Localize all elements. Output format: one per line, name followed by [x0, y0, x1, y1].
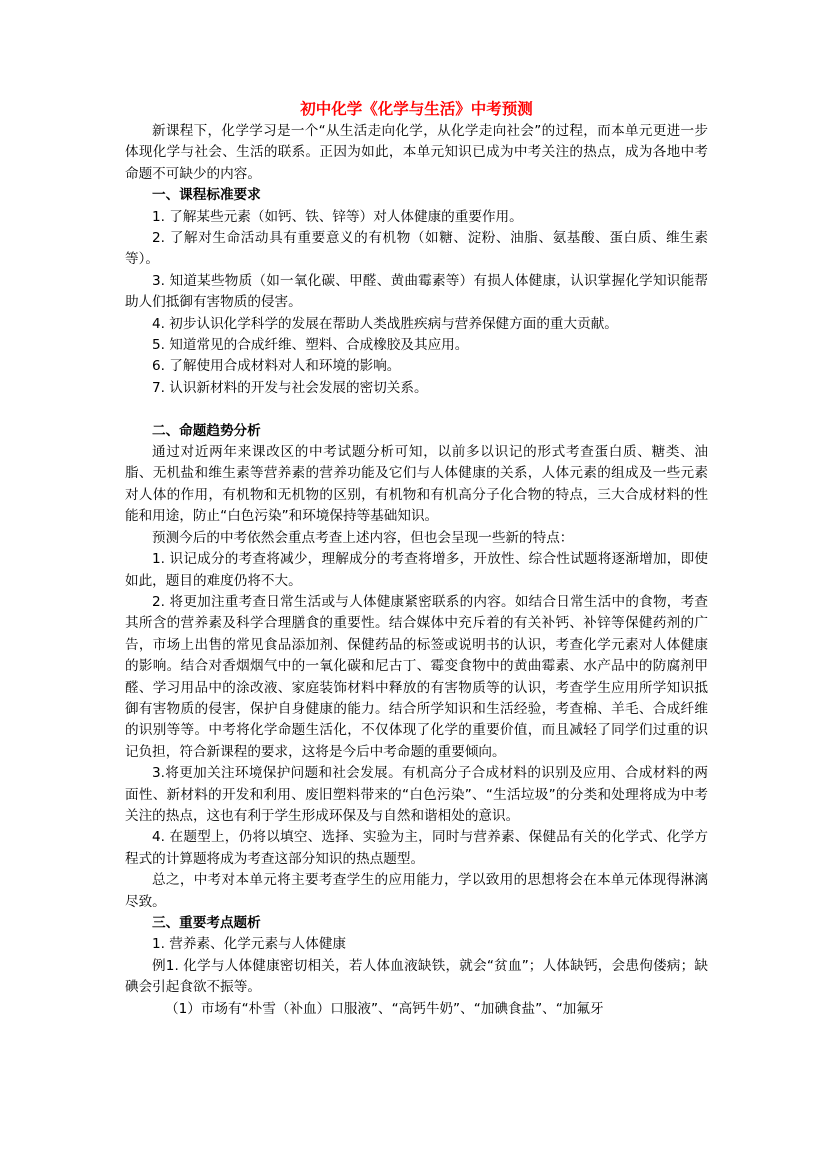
- intro-paragraph: 新课程下，化学学习是一个“从生活走向化学，从化学走向社会”的过程，而本单元更进一步体现化学与社会、生活的联系。正因为如此，本单元知识已成为中考关注的热点，成为各地中考命题不可缺少的内容。: [125, 123, 708, 182]
- question-paragraph: （1）市场有“朴雪（补血）口服液”、“高钙牛奶”、“加碘食盐”、“加氟牙: [165, 1000, 604, 1017]
- standard-item: 5. 知道常见的合成纤维、塑料、合成橡胶及其应用。: [152, 337, 469, 354]
- document-title: 初中化学《化学与生活》中考预测: [300, 100, 533, 118]
- standard-item: 4. 初步认识化学科学的发展在帮助人类战胜疾病与营养保健方面的重大贡献。: [152, 315, 618, 332]
- example-paragraph: 例1. 化学与人体健康密切相关，若人体血液缺铁，就会“贫血”；人体缺钙，会患佝偻病；缺碘会引起食欲不振等。: [125, 957, 708, 996]
- trend-paragraph: 通过对近两年来课改区的中考试题分析可知，以前多以识记的形式考查蛋白质、糖类、油脂、无机盐和维生素等营养素的营养功能及它们与人体健康的关系，人体元素的组成及一些元素对人体的作用，有机物和无机物的区别，有机物和有机高分子化合物的特点，三大合成材料的性能和用途，防止“白色污染”和环境保持等基础知识。: [125, 444, 708, 525]
- trend-paragraph: 1. 识记成分的考查将减少，理解成分的考查将增多，开放性、综合性试题将逐渐增加，即使如此，题目的难度仍将不大。: [125, 551, 708, 589]
- trend-paragraph: 总之，中考对本单元将主要考查学生的应用能力，学以致用的思想将会在本单元体现得淋漓尽致。: [125, 872, 708, 910]
- section3-subheading: 1. 营养素、化学元素与人体健康: [152, 936, 347, 953]
- standard-item: 6. 了解使用合成材料对人和环境的影响。: [152, 358, 401, 375]
- document-page: [125, 98, 708, 1020]
- standard-item: 1. 了解某些元素（如钙、铁、锌等）对人体健康的重要作用。: [152, 208, 523, 225]
- blank-line: [125, 399, 708, 420]
- trend-paragraph: 4. 在题型上，仍将以填空、选择、实验为主，同时与营养素、保健品有关的化学式、化学方程式的计算题将成为考查这部分知识的热点题型。: [125, 829, 708, 867]
- section1-heading: 一、课程标准要求: [152, 187, 261, 204]
- standard-item: 2. 了解对生命活动具有重要意义的有机物（如糖、淀粉、油脂、氨基酸、蛋白质、维生素等）。: [125, 230, 708, 268]
- section2-heading: 二、命题趋势分析: [152, 422, 261, 439]
- trend-paragraph: 2. 将更加注重考查日常生活或与人体健康紧密联系的内容。如结合日常生活中的食物，考查其所含的营养素及科学合理膳食的重要性。结合媒体中充斥着的有关补钙、补锌等保健药剂的广告，市场上出售的常见食品添加剂、保健药品的标签或说明书的认识，考查化学元素对人体健康的影响。结合对香烟烟气中的一氧化碳和尼古丁、霉变食物中的黄曲霉素、水产品中的防腐剂甲醛、学习用品中的涂改液、家庭装饰材料中释放的有害物质等的认识，考查学生应用所学知识抵御有害物质的侵害，保护自身健康的能力。结合所学知识和生活经验，考查棉、羊毛、合成纤维的识别等等。中考将化学命题生活化，不仅体现了化学的重要价值，而且减轻了同学们过重的识记负担，符合新课程的要求，这将是今后中考命题的重要倾向。: [125, 593, 708, 760]
- standard-item: 7. 认识新材料的开发与社会发展的密切关系。: [152, 379, 428, 396]
- trend-paragraph: 预测今后的中考依然会重点考查上述内容，但也会呈现一些新的特点：: [152, 529, 574, 546]
- section3-heading: 三、重要考点题析: [152, 915, 261, 932]
- trend-paragraph: 3.将更加关注环境保护问题和社会发展。有机高分子合成材料的识别及应用、合成材料的两面性、新材料的开发和利用、废旧塑料带来的“白色污染”、“生活垃圾”的分类和处理将成为中考关注的热点，这也有利于学生形成环保及与自然和谐相处的意识。: [125, 765, 708, 824]
- standard-item: 3. 知道某些物质（如一氧化碳、甲醛、黄曲霉素等）有损人体健康，认识掌握化学知识能帮助人们抵御有害物质的侵害。: [125, 272, 708, 311]
